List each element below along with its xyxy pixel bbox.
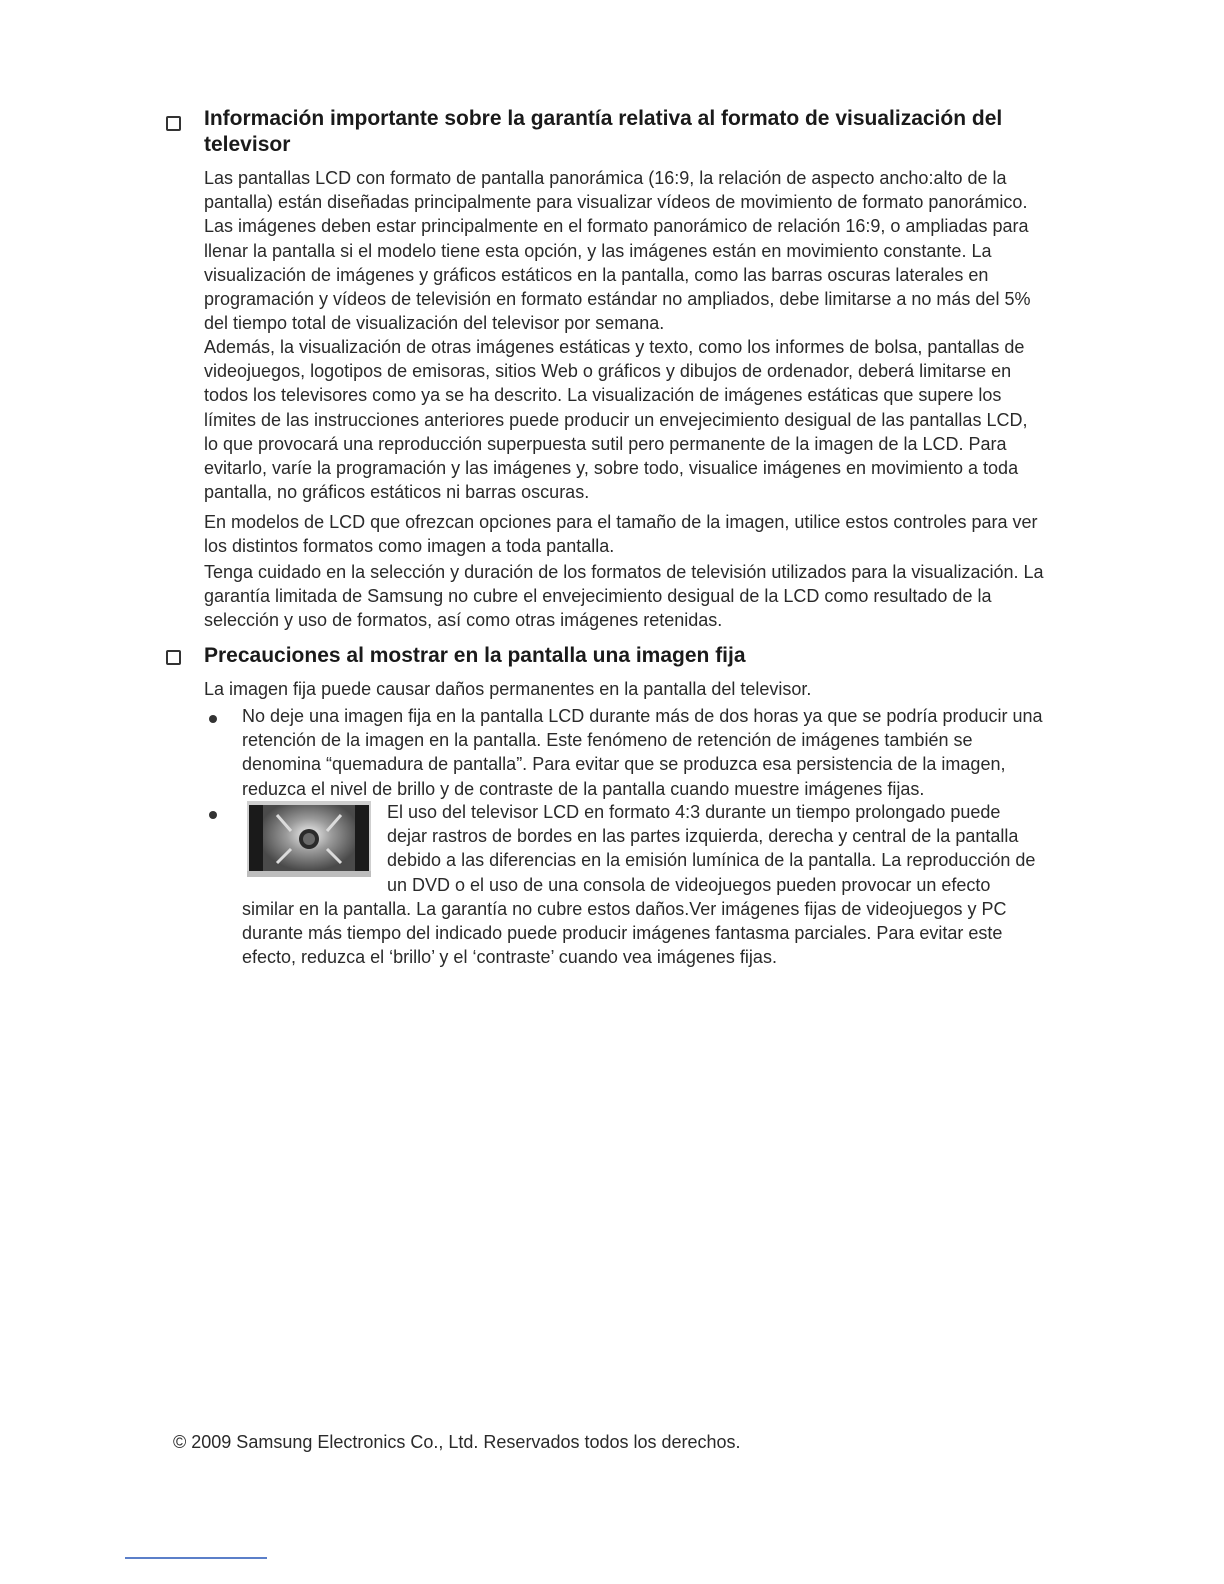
section-heading: Información importante sobre la garantía relativa al formato de visualización del televisor bbox=[204, 107, 1003, 156]
list-item: No deje una imagen fija en la pantalla LCD durante más de dos horas ya que se podría producir una retención de la imagen en la pantalla. Este fenómeno de retención de imágenes también se denomina “quemadura de pantalla”. Para evitar que se produzca esa persistencia de la imagen, reduzca el nivel de brillo y de contraste de la pantalla cuando muestre imágenes fijas. bbox=[242, 706, 1043, 799]
paragraph: En modelos de LCD que ofrezcan opciones para el tamaño de la imagen, utilice estos controles para ver los distintos formatos como imagen a toda pantalla. bbox=[204, 512, 1038, 557]
paragraph: Las pantallas LCD con formato de pantalla panorámica (16:9, la relación de aspecto ancho:alto de la pantalla) están diseñadas principalmente para visualizar vídeos de movimiento de formato panorámico. Las imágenes deben estar principalmente en el formato panorámico de relación 16:9, o ampliadas para llenar la pantalla si el modelo tiene esta opción, y las imágenes están en movimiento constante. La visualización de imágenes y gráficos estáticos en la pantalla, como las barras oscuras laterales en programación y vídeos de televisión en formato estándar no ampliados, debe limitarse a no más del 5% del tiempo total de visualización del televisor por semana. bbox=[204, 168, 1031, 334]
bullet-icon bbox=[209, 811, 217, 819]
bullet-icon bbox=[209, 715, 217, 723]
copyright-footer: © 2009 Samsung Electronics Co., Ltd. Reservados todos los derechos. bbox=[173, 1432, 741, 1452]
checkbox-square-icon bbox=[166, 650, 181, 665]
paragraph: Además, la visualización de otras imágenes estáticas y texto, como los informes de bolsa, pantallas de videojuegos, logotipos de emisoras, sitios Web o gráficos y dibujos de ordenador, deberá limitarse en todos los televisores como ya se ha descrito. La visualización de imágenes estáticas que supere los límites de las instrucciones anteriores puede producir un envejecimiento desigual de las pantallas LCD, lo que provocará una reproducción superpuesta sutil pero permanente de la imagen de la LCD. Para evitarlo, varíe la programación y las imágenes y, sobre todo, visualice imágenes en movimiento a toda pantalla, no gráficos estáticos ni barras oscuras. bbox=[204, 337, 1028, 503]
intro-paragraph: La imagen fija puede causar daños permanentes en la pantalla del televisor. bbox=[204, 679, 812, 699]
bottom-divider bbox=[125, 1557, 267, 1559]
section-heading: Precauciones al mostrar en la pantalla una imagen fija bbox=[204, 644, 746, 667]
paragraph: Tenga cuidado en la selección y duración de los formatos de televisión utilizados para la visualización. La garantía limitada de Samsung no cubre el envejecimiento desigual de la LCD como resultado de la selección y uso de formatos, así como otras imágenes retenidas. bbox=[204, 562, 1044, 631]
checkbox-square-icon bbox=[166, 116, 181, 131]
list-item: El uso del televisor LCD en formato 4:3 durante un tiempo prolongado puede dejar rastros de bordes en las partes izquierda, derecha y central de la pantalla debido a las diferencias en la emisión lumínica de la pantalla. La reproducción de un DVD o el uso de una consola de videojuegos pueden provocar un efecto similar en la pantalla. La garantía no cubre estos daños.Ver imágenes fijas de videojuegos y PC durante más tiempo del indicado puede producir imágenes fantasma parciales. Para evitar este efecto, reduzca el ‘brillo’ y el ‘contraste’ cuando vea imágenes fijas. bbox=[242, 802, 1036, 968]
